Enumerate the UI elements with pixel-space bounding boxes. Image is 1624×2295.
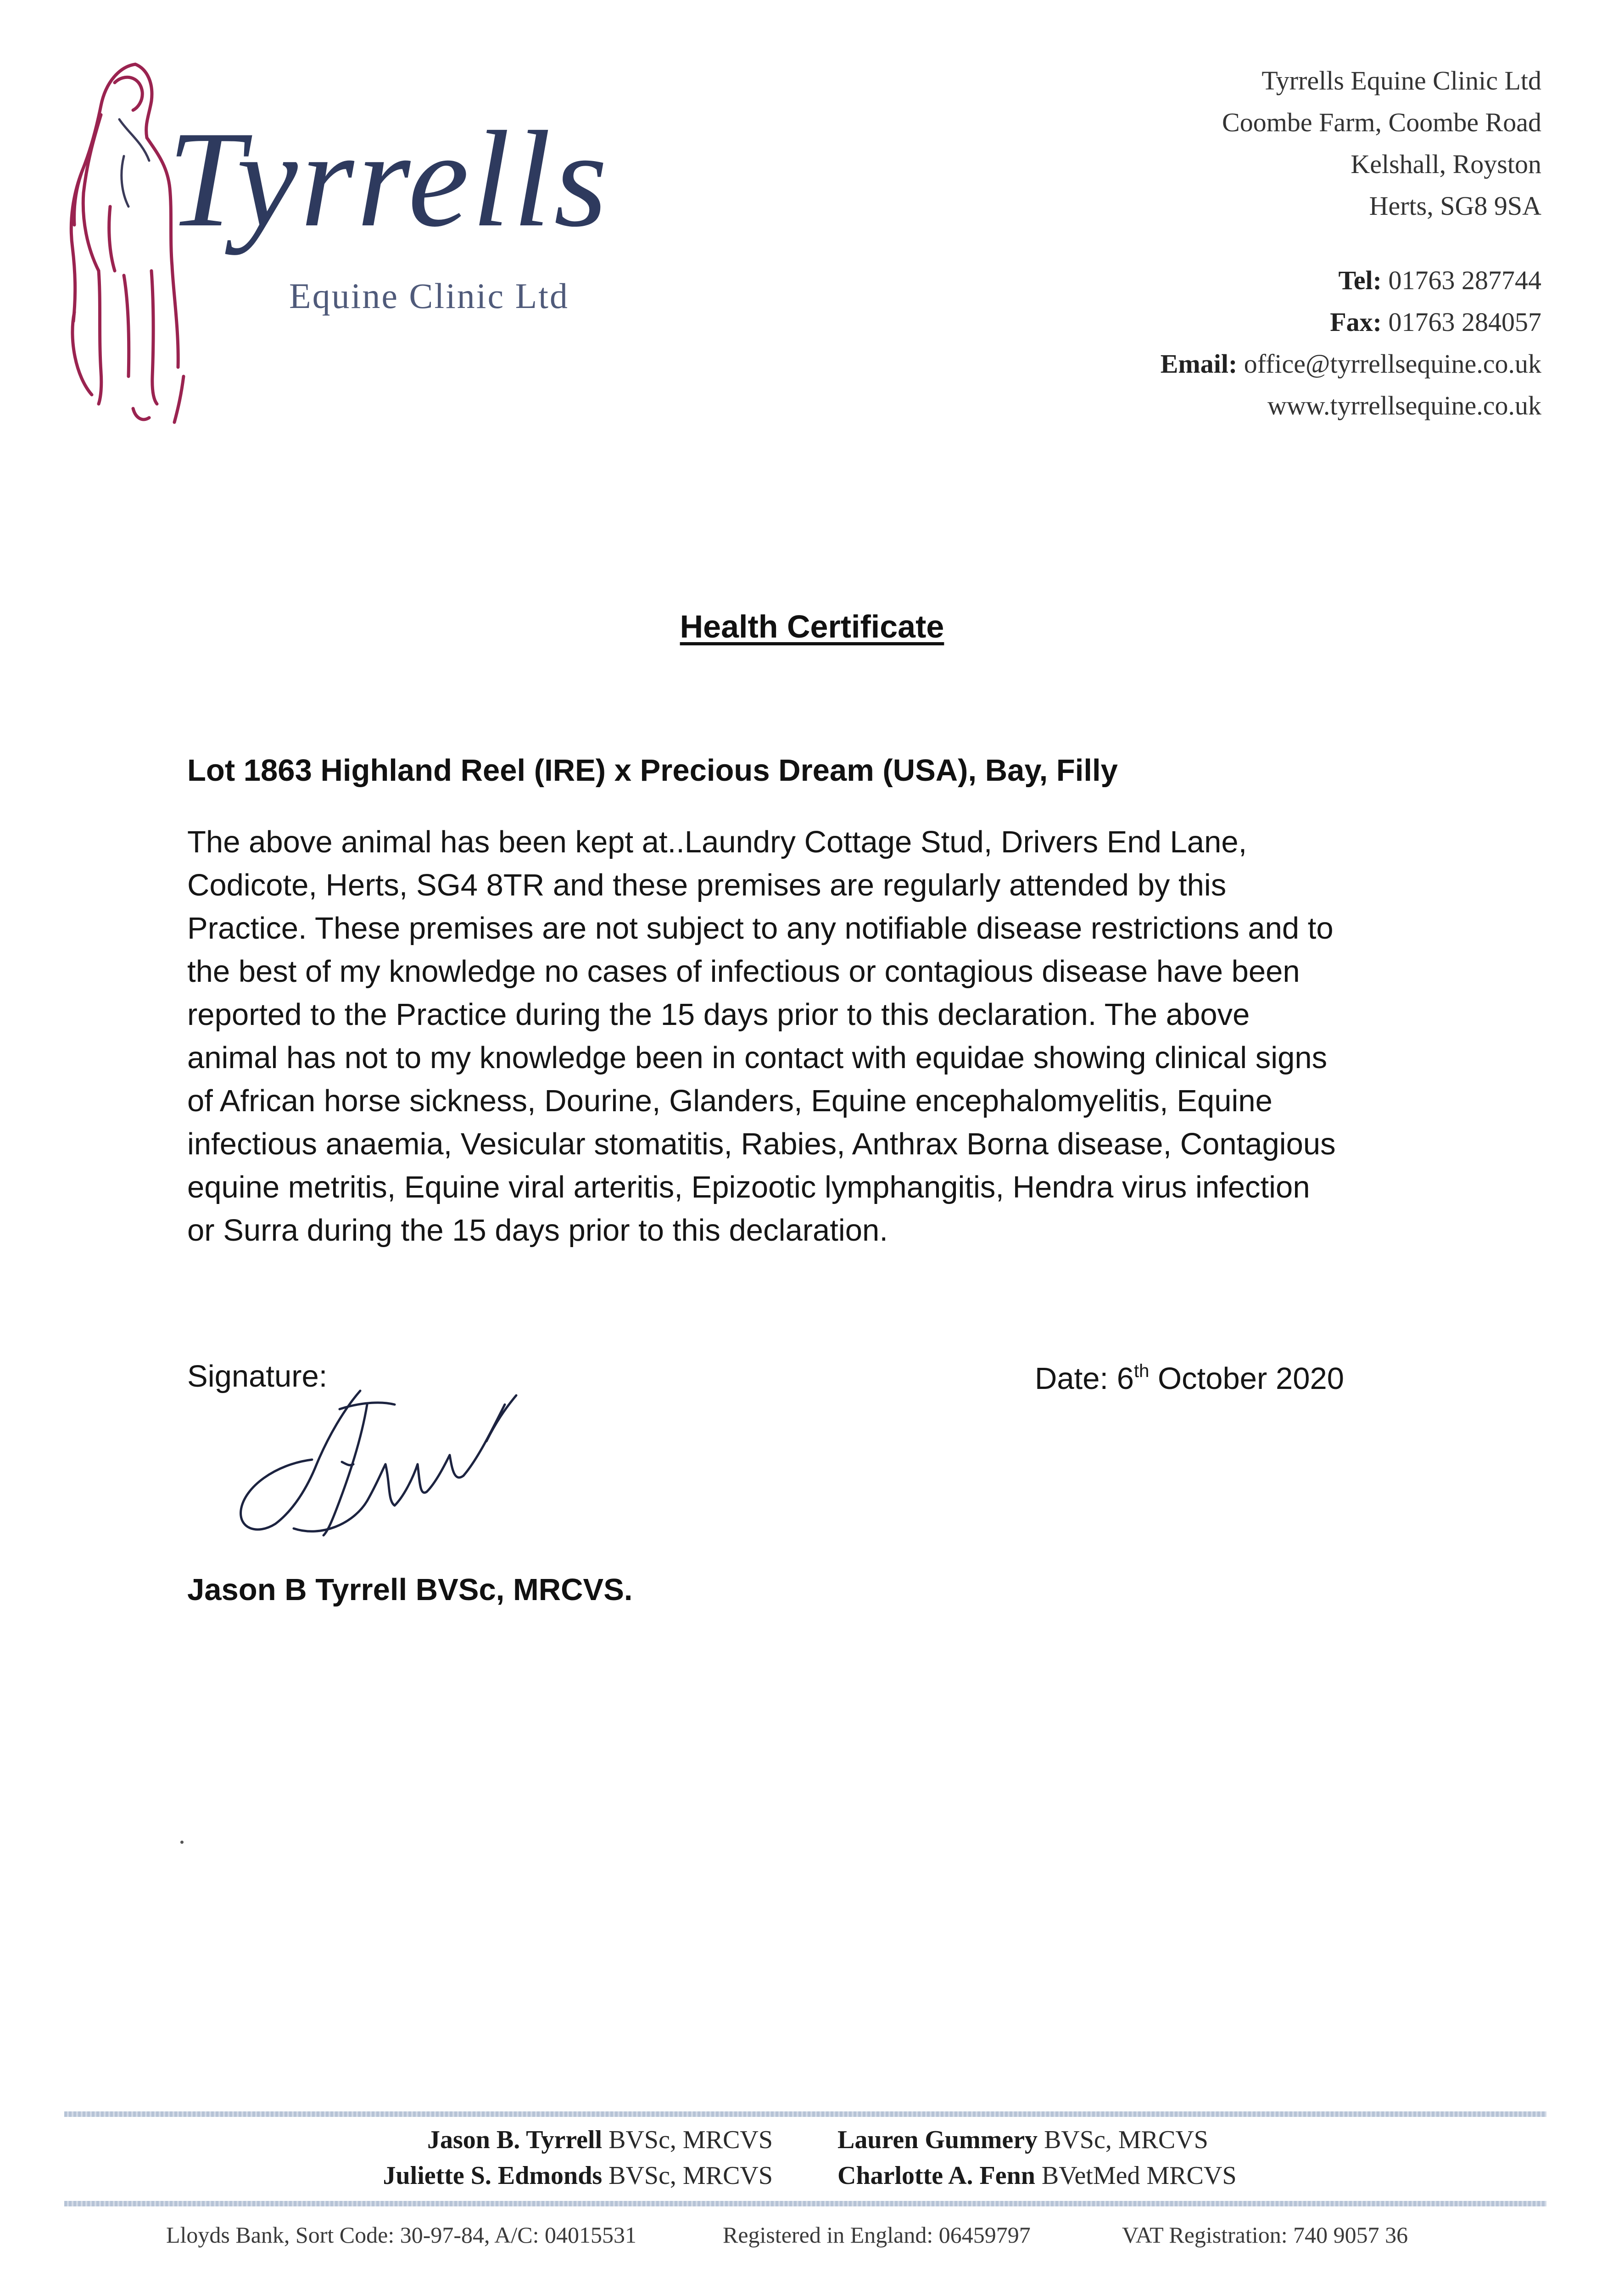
handwritten-signature [229, 1372, 560, 1551]
body-line: the best of my knowledge no cases of infectious or contagious disease have been [187, 954, 1300, 989]
partner-entry [837, 2161, 1237, 2190]
body-line: infectious anaemia, Vesicular stomatitis, Rabies, Anthrax Borna disease, Contagious [187, 1127, 1336, 1161]
body-line: reported to the Practice during the 15 days prior to this declaration. The above [187, 997, 1250, 1032]
body-line: animal has not to my knowledge been in contact with equidae showing clinical signs [187, 1041, 1328, 1075]
partner-quals: BVSc, MRCVS [608, 2126, 773, 2154]
footer-divider [64, 2201, 1546, 2206]
signature-label: Signature: [187, 1359, 328, 1394]
address-line: Herts, SG8 9SA [1369, 191, 1541, 221]
address-line: Coombe Farm, Coombe Road [1222, 107, 1541, 137]
website-link[interactable]: www.tyrrellsequine.co.uk [1267, 391, 1541, 420]
partner-name: Juliette S. Edmonds [383, 2161, 603, 2190]
lot-heading: Lot 1863 Highland Reel (IRE) x Precious Dream (USA), Bay, Filly [187, 753, 1118, 788]
certificate-date [1035, 1361, 1344, 1396]
letterhead-contact [1161, 259, 1541, 426]
email-label: Email: [1160, 349, 1238, 379]
partner-name: Charlotte A. Fenn [837, 2161, 1035, 2190]
date-prefix: Date: 6 [1035, 1361, 1134, 1396]
body-line: Practice. These premises are not subject to any notifiable disease restrictions and to [187, 911, 1334, 946]
body-line: or Surra during the 15 days prior to this declaration. [187, 1213, 888, 1248]
stray-mark [180, 1841, 184, 1844]
tel-value: 01763 287744 [1388, 265, 1541, 295]
company-registration: Registered in England: 06459797 [723, 2222, 1031, 2248]
date-rest: October 2020 [1149, 1361, 1344, 1396]
body-line: equine metritis, Equine viral arteritis, Epizootic lymphangitis, Hendra virus infection [187, 1170, 1310, 1204]
body-line: The above animal has been kept at..Laundry Cottage Stud, Drivers End Lane, [187, 825, 1247, 859]
body-line: of African horse sickness, Dourine, Glanders, Equine encephalomyelitis, Equine [187, 1084, 1272, 1118]
partner-entry [837, 2125, 1208, 2155]
certificate-title: Health Certificate [680, 609, 944, 644]
email-value[interactable]: office@tyrrellsequine.co.uk [1244, 349, 1541, 379]
fax-label: Fax: [1330, 307, 1382, 337]
partner-name: Jason B. Tyrrell [427, 2126, 603, 2154]
letterhead-address [1222, 60, 1541, 227]
body-line: Codicote, Herts, SG4 8TR and these premises are regularly attended by this [187, 868, 1227, 902]
address-line: Tyrrells Equine Clinic Ltd [1261, 66, 1541, 95]
partner-entry [383, 2161, 773, 2190]
fax-line [1161, 301, 1541, 343]
clinic-logo [55, 55, 652, 431]
logo-subtitle: Equine Clinic Ltd [289, 276, 569, 316]
email-line [1161, 343, 1541, 385]
logo-wordmark: Tyrrells [167, 103, 610, 255]
partner-quals: BVSc, MRCVS [1044, 2126, 1208, 2154]
bank-details: Lloyds Bank, Sort Code: 30-97-84, A/C: 04015531 [166, 2222, 636, 2248]
partner-entry [427, 2125, 773, 2155]
partner-quals: BVSc, MRCVS [608, 2161, 773, 2190]
signatory-name: Jason B Tyrrell BVSc, MRCVS. [187, 1573, 633, 1607]
partner-name: Lauren Gummery [837, 2126, 1038, 2154]
tel-line [1161, 259, 1541, 301]
footer-divider [64, 2111, 1546, 2117]
address-line: Kelshall, Royston [1351, 149, 1541, 179]
partner-quals: BVetMed MRCVS [1041, 2161, 1237, 2190]
certificate-body [187, 821, 1463, 1252]
tel-label: Tel: [1338, 265, 1382, 295]
fax-value: 01763 284057 [1388, 307, 1541, 337]
vat-registration: VAT Registration: 740 9057 36 [1122, 2222, 1408, 2248]
date-ordinal: th [1134, 1361, 1150, 1381]
